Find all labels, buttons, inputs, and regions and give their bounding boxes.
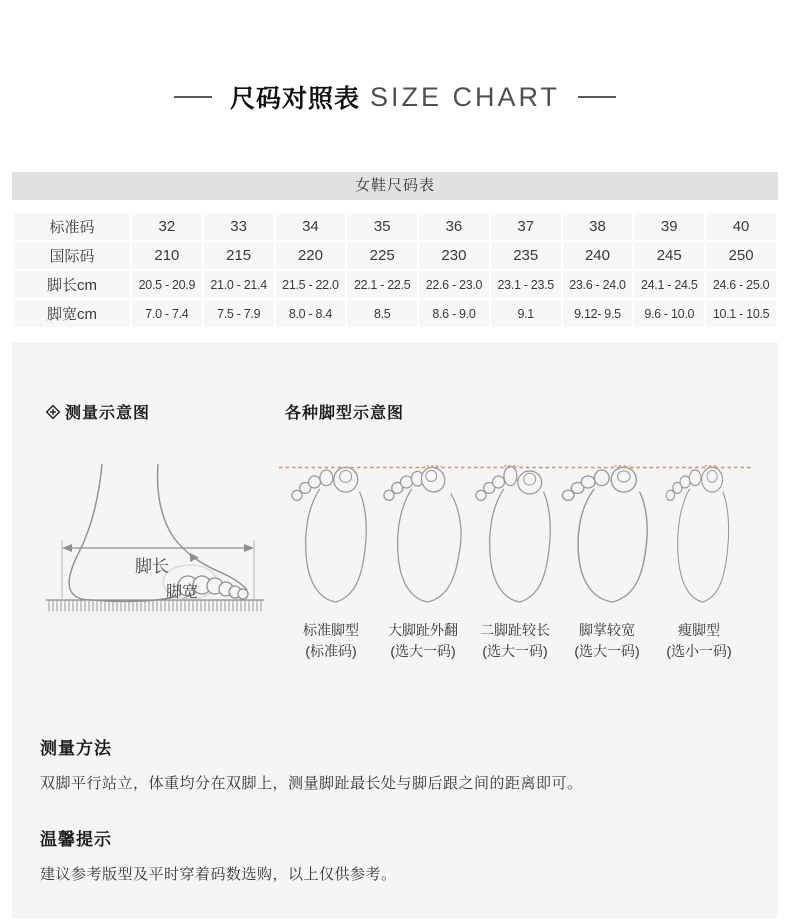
foot-outline-narrow: [653, 464, 745, 614]
table-cell: 33: [204, 213, 274, 240]
title-en: SIZE CHART: [369, 81, 561, 112]
diamond-cross-icon: [45, 404, 61, 420]
foot-slot-wide: [561, 462, 653, 612]
table-cell: 225: [347, 242, 417, 269]
table-cell: 210: [132, 242, 202, 269]
table-cell: 9.6 - 10.0: [634, 300, 704, 327]
measurement-foot-diagram: [40, 460, 270, 620]
table-cell: 22.6 - 23.0: [419, 271, 489, 298]
table-cell: 9.12- 9.5: [563, 300, 633, 327]
foot-type-name: 大脚趾外翻: [388, 622, 458, 638]
table-cell: 21.0 - 21.4: [204, 271, 274, 298]
title-zh: 尺码对照表: [229, 85, 360, 113]
table-cell: 24.1 - 24.5: [634, 271, 704, 298]
table-cell: 40: [706, 213, 776, 240]
foot-type-label: [285, 620, 377, 662]
foot-type-name: 瘦脚型: [678, 622, 720, 638]
foot-length-label: 脚长: [135, 557, 169, 576]
table-cell: 24.6 - 25.0: [706, 271, 776, 298]
foot-outline-wide: [561, 464, 653, 614]
measure-section-header: [45, 400, 150, 423]
foot-types-section-header: [285, 400, 404, 423]
table-cell: 36: [419, 213, 489, 240]
foot-width-label: 脚宽: [165, 584, 199, 601]
table-cell: 21.5 - 22.0: [276, 271, 346, 298]
foot-type-advice: (选大一码): [390, 643, 456, 659]
size-table: [12, 211, 778, 329]
table-cell: 37: [491, 213, 561, 240]
foot-type-advice: (选大一码): [574, 643, 640, 659]
ground-hatch: [46, 601, 264, 612]
size-table-section: [12, 172, 778, 329]
foot-type-advice: (标准码): [305, 643, 357, 659]
tips-section: [40, 825, 750, 884]
table-cell: 22.1 - 22.5: [347, 271, 417, 298]
foot-slot-long-second-toe: [469, 462, 561, 612]
foot-outline-long-second-toe: [469, 464, 561, 614]
table-cell: 20.5 - 20.9: [132, 271, 202, 298]
tips-title: 温馨提示: [40, 830, 112, 849]
table-cell: 8.0 - 8.4: [276, 300, 346, 327]
tips-body: 建议参考版型及平时穿着码数选购，以上仅供参考。: [40, 866, 397, 883]
table-row-foot-length: [14, 271, 776, 298]
table-row-intl-size: [14, 242, 776, 269]
foot-type-labels: [285, 620, 745, 662]
title-dash-left: [174, 96, 212, 98]
table-cell: 7.0 - 7.4: [132, 300, 202, 327]
foot-type-label: [377, 620, 469, 662]
row-label: 脚宽cm: [14, 300, 130, 327]
measure-method-title: 测量方法: [40, 739, 112, 758]
page-title: [0, 0, 790, 114]
foot-type-label: [653, 620, 745, 662]
foot-type-name: 标准脚型: [303, 622, 359, 638]
foot-type-label: [469, 620, 561, 662]
table-cell: 230: [419, 242, 489, 269]
foot-outline-standard: [285, 464, 377, 614]
foot-type-name: 二脚趾较长: [480, 622, 550, 638]
row-label: 脚长cm: [14, 271, 130, 298]
table-cell: 235: [491, 242, 561, 269]
table-cell: 32: [132, 213, 202, 240]
foot-slot-bunion: [377, 462, 469, 612]
table-caption: 女鞋尺码表: [12, 172, 778, 200]
measure-method-section: [40, 734, 750, 793]
foot-outline-bunion: [377, 464, 469, 614]
toe-guide-dashed-line: [279, 462, 751, 472]
table-cell: 9.1: [491, 300, 561, 327]
measure-section-title: 测量示意图: [65, 405, 151, 422]
foot-types-section-title: 各种脚型示意图: [285, 405, 405, 422]
table-cell: 8.5: [347, 300, 417, 327]
foot-slot-standard: [285, 462, 377, 612]
foot-type-advice: (选小一码): [666, 643, 732, 659]
foot-type-name: 脚掌较宽: [579, 622, 635, 638]
table-cell: 240: [563, 242, 633, 269]
table-cell: 34: [276, 213, 346, 240]
table-row-standard-size: [14, 213, 776, 240]
measure-method-body: 双脚平行站立，体重均分在双脚上，测量脚趾最长处与脚后跟之间的距离即可。: [40, 775, 583, 792]
table-cell: 220: [276, 242, 346, 269]
table-cell: 8.6 - 9.0: [419, 300, 489, 327]
table-cell: 23.1 - 23.5: [491, 271, 561, 298]
table-cell: 250: [706, 242, 776, 269]
table-cell: 23.6 - 24.0: [563, 271, 633, 298]
row-label: 国际码: [14, 242, 130, 269]
table-cell: 39: [634, 213, 704, 240]
table-cell: 35: [347, 213, 417, 240]
row-label: 标准码: [14, 213, 130, 240]
table-cell: 215: [204, 242, 274, 269]
title-dash-right: [578, 96, 616, 98]
table-cell: 38: [563, 213, 633, 240]
info-panel: [12, 342, 778, 918]
foot-types-diagrams: [285, 462, 745, 612]
foot-type-advice: (选大一码): [482, 643, 548, 659]
foot-slot-narrow: [653, 462, 745, 612]
table-cell: 10.1 - 10.5: [706, 300, 776, 327]
table-cell: 7.5 - 7.9: [204, 300, 274, 327]
foot-type-label: [561, 620, 653, 662]
table-row-foot-width: [14, 300, 776, 327]
table-cell: 245: [634, 242, 704, 269]
